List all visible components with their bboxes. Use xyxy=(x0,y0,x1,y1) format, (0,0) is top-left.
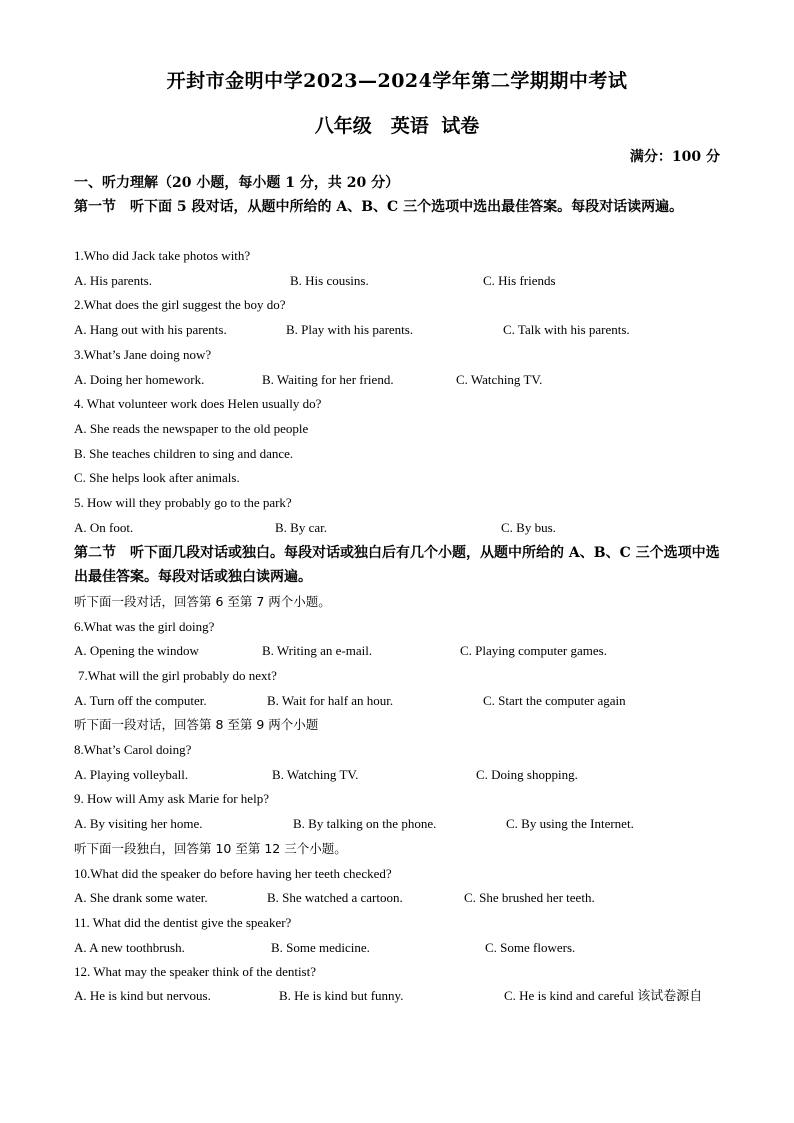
q1-option-b: B. His cousins. xyxy=(290,273,369,288)
q8-option-c: C. Doing shopping. xyxy=(476,767,578,782)
q4-option-a: A. She reads the newspaper to the old people xyxy=(74,421,309,436)
q10-option-b: B. She watched a cartoon. xyxy=(267,890,403,905)
question-10: 10.What did the speaker do before having her teeth checked? xyxy=(74,866,392,881)
q6-option-c: C. Playing computer games. xyxy=(460,643,607,658)
q3-option-a: A. Doing her homework. xyxy=(74,372,205,387)
q12-option-c: C. He is kind and careful 该试卷源自 xyxy=(504,988,703,1003)
q7-option-b: B. Wait for half an hour. xyxy=(267,693,394,708)
section1-heading: 第一节 听下面 5 段对话，从题中所给的 A、B、C 三个选项中选出最佳答案。每段对话读两遍。 xyxy=(74,199,684,215)
question-12: 12. What may the speaker think of the dentist? xyxy=(74,964,316,979)
q6-option-b: B. Writing an e-mail. xyxy=(262,643,373,658)
question-7: 7.What will the girl probably do next? xyxy=(78,668,277,683)
q9-option-c: C. By using the Internet. xyxy=(506,816,634,831)
q4-option-c: C. She helps look after animals. xyxy=(74,470,240,485)
question-5: 5. How will they probably go to the park? xyxy=(74,495,292,510)
q11-option-c: C. Some flowers. xyxy=(485,940,576,955)
q2-option-b: B. Play with his parents. xyxy=(286,322,414,337)
instruction-q8-9: 听下面一段对话，回答第 8 至第 9 两个小题 xyxy=(74,717,319,732)
q6-option-a: A. Opening the window xyxy=(74,643,199,658)
question-4: 4. What volunteer work does Helen usually do? xyxy=(74,396,322,411)
q10-option-a: A. She drank some water. xyxy=(74,890,208,905)
question-3: 3.What’s Jane doing now? xyxy=(74,347,212,362)
question-2: 2.What does the girl suggest the boy do? xyxy=(74,297,286,312)
q3-option-c: C. Watching TV. xyxy=(456,372,543,387)
q5-option-c: C. By bus. xyxy=(501,520,556,535)
q11-option-a: A. A new toothbrush. xyxy=(74,940,185,955)
exam-subtitle: 八年级 英语 试卷 xyxy=(314,115,480,137)
q5-option-b: B. By car. xyxy=(275,520,327,535)
q4-option-b: B. She teaches children to sing and dance. xyxy=(74,446,294,461)
q3-option-b: B. Waiting for her friend. xyxy=(262,372,394,387)
total-score: 满分：100 分 xyxy=(629,149,720,165)
q1-option-c: C. His friends xyxy=(483,273,556,288)
q8-option-b: B. Watching TV. xyxy=(272,767,359,782)
q5-option-a: A. On foot. xyxy=(74,520,134,535)
exam-title: 开封市金明中学2023—2024学年第二学期期中考试 xyxy=(166,70,628,92)
q12-option-b: B. He is kind but funny. xyxy=(279,988,404,1003)
q7-option-a: A. Turn off the computer. xyxy=(74,693,207,708)
instruction-q6-7: 听下面一段对话，回答第 6 至第 7 两个小题。 xyxy=(74,594,331,609)
q12-option-a: A. He is kind but nervous. xyxy=(74,988,211,1003)
question-9: 9. How will Amy ask Marie for help? xyxy=(74,791,269,806)
q2-option-c: C. Talk with his parents. xyxy=(503,322,630,337)
q9-option-b: B. By talking on the phone. xyxy=(293,816,437,831)
q2-option-a: A. Hang out with his parents. xyxy=(74,322,227,337)
q8-option-a: A. Playing volleyball. xyxy=(74,767,189,782)
part-heading: 一、听力理解（20 小题，每小题 1 分，共 20 分） xyxy=(74,175,400,191)
q1-option-a: A. His parents. xyxy=(74,273,152,288)
section2-heading: 第二节 听下面几段对话或独白。每段对话或独白后有几个小题，从题中所给的 A、B、C 三个选项中选出最佳答案。每段对话或独白读两遍。 xyxy=(74,545,720,585)
question-8: 8.What’s Carol doing? xyxy=(74,742,192,757)
question-1: 1.Who did Jack take photos with? xyxy=(74,248,251,263)
q9-option-a: A. By visiting her home. xyxy=(74,816,203,831)
question-11: 11. What did the dentist give the speaker? xyxy=(74,915,292,930)
q7-option-c: C. Start the computer again xyxy=(483,693,626,708)
instruction-q10-12: 听下面一段独白，回答第 10 至第 12 三个小题。 xyxy=(74,841,347,856)
question-6: 6.What was the girl doing? xyxy=(74,619,215,634)
q11-option-b: B. Some medicine. xyxy=(271,940,370,955)
q10-option-c: C. She brushed her teeth. xyxy=(464,890,595,905)
